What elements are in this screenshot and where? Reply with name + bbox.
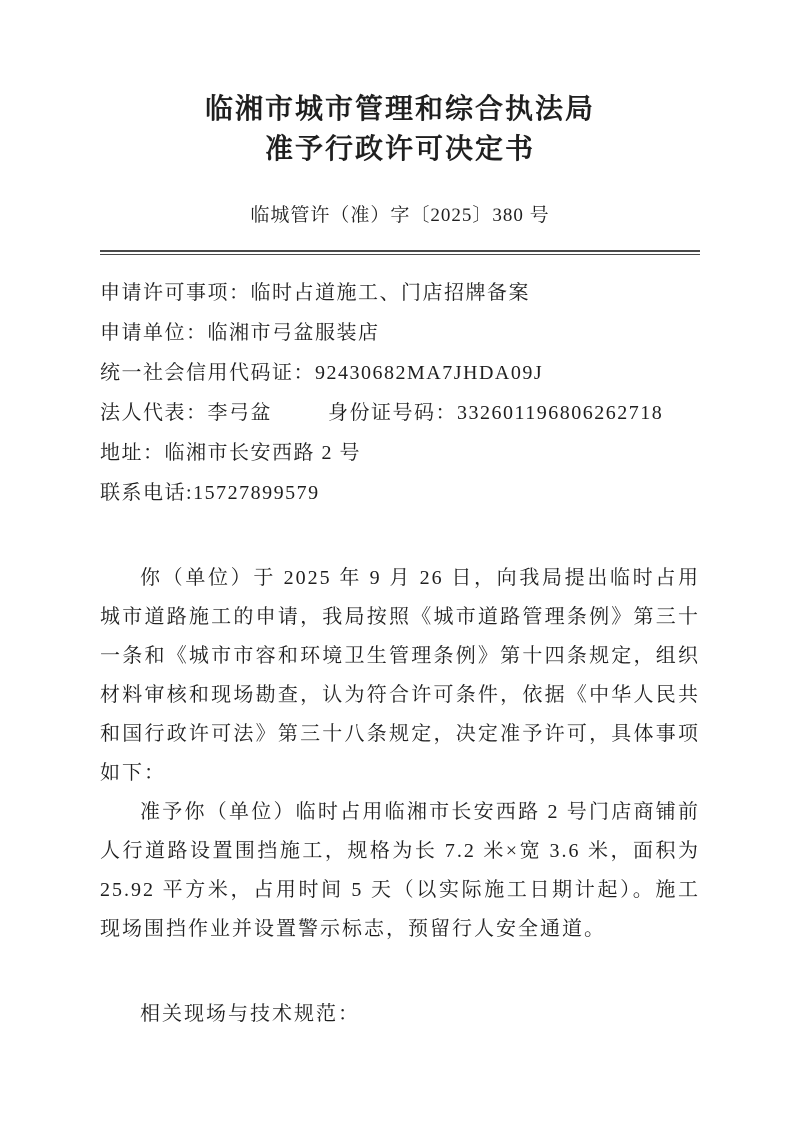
title-line-1: 临湘市城市管理和综合执法局 (204, 94, 595, 125)
field-value: 李弓盆 (207, 402, 272, 424)
body-paragraph-specs-heading: 相关现场与技术规范： (140, 1003, 360, 1025)
field-address (100, 433, 700, 473)
field-phone (100, 473, 700, 513)
field-label: 申请许可事项： (100, 282, 251, 304)
applicant-info-fields (100, 273, 700, 513)
field-label: 法人代表： (100, 402, 208, 424)
field-label: 统一社会信用代码证： (100, 362, 315, 384)
title-line-2: 准予行政许可决定书 (264, 134, 535, 165)
document-number: 临城管许（准）字〔2025〕380 号 (250, 205, 550, 226)
document-title (100, 90, 700, 170)
field-label-id-number: 身份证号码： (328, 402, 457, 424)
field-value: 临湘市弓盆服装店 (207, 322, 380, 344)
field-label: 申请单位： (100, 322, 208, 344)
body-paragraph-application: 你（单位）于 2025 年 9 月 26 日，向我局提出临时占用城市道路施工的申请，我局按照《城市道路管理条例》第三十一条和《城市市容和环境卫生管理条例》第十四条规定，组织材料审核和现场勘查，认为符合许可条件，依据《中华人民共和国行政许可法》第三十八条规定，决定准予许可，具体事项如下： (100, 567, 700, 784)
field-legal-representative (100, 393, 700, 433)
field-value: 临时占道施工、门店招牌备案 (250, 282, 530, 304)
field-label: 联系电话: (100, 482, 194, 504)
field-credit-code (100, 353, 700, 393)
field-label: 地址： (100, 442, 165, 464)
field-value: 临湘市长安西路 2 号 (164, 442, 361, 464)
body-paragraph-approval: 准予你（单位）临时占用临湘市长安西路 2 号门店商铺前人行道路设置围挡施工，规格为长 7.2 米×宽 3.6 米，面积为 25.92 平方米，占用时间 5 天（以实际施工日期计起）。施工现场围挡作业并设置警示标志，预留行人安全通道。 (100, 801, 700, 940)
decision-body (100, 559, 700, 1034)
field-applicant-unit (100, 313, 700, 353)
field-value: 15727899579 (193, 482, 320, 504)
field-permit-items (100, 273, 700, 313)
header-separator-rule (100, 250, 700, 255)
field-value: 92430682MA7JHDA09J (315, 362, 544, 384)
field-value-id-number: 332601196806262718 (457, 402, 664, 424)
